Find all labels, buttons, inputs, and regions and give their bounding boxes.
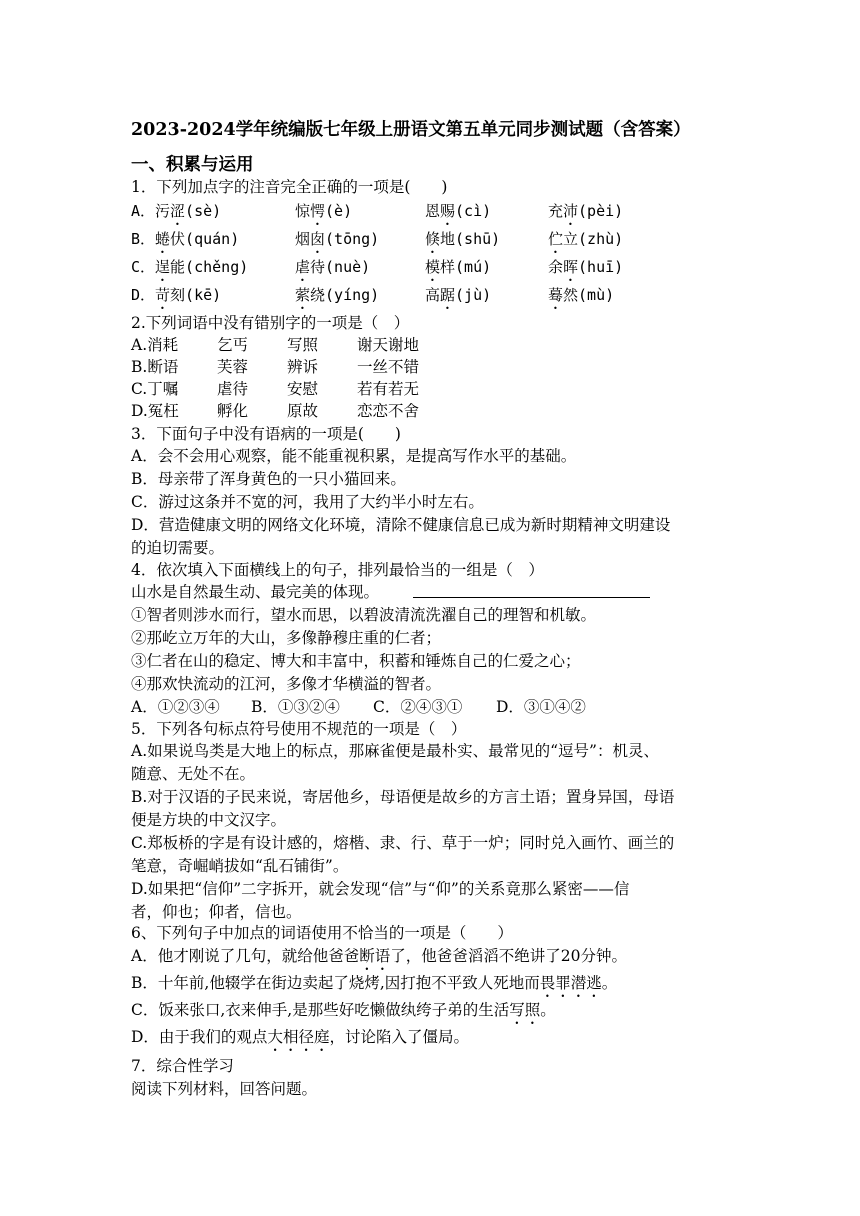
q2-c-2: 虐待 xyxy=(217,380,249,398)
q1-option-b-4: 伫立(zhù) xyxy=(548,230,624,248)
q6-option-b: B．十年前,他辍学在街边卖起了烧烤,因打抱不平致人死地而畏罪潜逃。 xyxy=(131,974,618,992)
q1-option-d-1: D．苛刻(kē) xyxy=(131,286,222,304)
q4-option-a: A．①②③④ xyxy=(131,698,220,716)
q5-option-a-line2: 随意、无处不在。 xyxy=(131,765,256,783)
q1-option-d-4: 蓦然(mù) xyxy=(548,286,615,304)
q4-option-c: C．②④③① xyxy=(373,698,463,716)
q2-a-2: 乞丐 xyxy=(217,336,249,354)
q1-option-d-3: 高踞(jù) xyxy=(425,286,492,304)
question-1-stem: 1．下列加点字的注音完全正确的一项是( ) xyxy=(131,178,448,196)
q2-b-3: 辨诉 xyxy=(287,358,319,376)
q1-option-a-2: 惊愕(è) xyxy=(295,202,353,220)
q4-sentence-1: ①智者则涉水而行，望水而思，以碧波清流洗濯自己的理智和机敏。 xyxy=(131,606,597,624)
q6-option-c: C．饭来张口,衣来伸手,是那些好吃懒做纨绔子弟的生活写照。 xyxy=(131,1001,556,1019)
q2-d-4: 恋恋不舍 xyxy=(357,402,420,420)
q1-option-c-3: 模样(mú) xyxy=(425,258,492,276)
question-7-stem: 7．综合性学习 xyxy=(131,1057,234,1075)
page-title: 2023-2024学年统编版七年级上册语文第五单元同步测试题（含答案） xyxy=(131,120,691,140)
question-6-stem: 6、下列句子中加点的词语使用不恰当的一项是（ ） xyxy=(131,924,513,942)
question-2-stem: 2.下列词语中没有错别字的一项是（ ） xyxy=(131,314,410,332)
q4-fill-blank xyxy=(413,597,650,598)
q1-option-b-1: B．蜷伏(quán) xyxy=(131,230,240,248)
q2-d-1: D.冤枉 xyxy=(131,402,179,420)
q2-c-3: 安慰 xyxy=(287,380,319,398)
q5-option-d-line1: D.如果把“信仰”二字拆开，就会发现“信”与“仰”的关系竟那么紧密——信 xyxy=(131,880,630,898)
q2-b-2: 芙蓉 xyxy=(217,358,249,376)
q6-option-a: A．他才刚说了几句，就给他爸爸断语了，他爸爸滔滔不绝讲了20分钟。 xyxy=(131,947,627,965)
q2-a-1: A.消耗 xyxy=(131,336,179,354)
q3-option-d-line1: D．营造健康文明的网络文化环境，清除不健康信息已成为新时期精神文明建设 xyxy=(131,516,671,534)
section-heading: 一、积累与运用 xyxy=(131,155,254,175)
q5-option-b-line1: B.对于汉语的子民来说，寄居他乡，母语便是故乡的方言土语；置身异国，母语 xyxy=(131,788,675,806)
q4-sentence-4: ④那欢快流动的江河，多像才华横溢的智者。 xyxy=(131,675,442,693)
q1-option-b-3: 倏地(shū) xyxy=(425,230,501,248)
q2-a-4: 谢天谢地 xyxy=(357,336,420,354)
q1-option-d-2: 萦绕(yíng) xyxy=(295,286,380,304)
q1-option-c-1: C．逞能(chěng) xyxy=(131,258,249,276)
q7-instruction: 阅读下列材料，回答问题。 xyxy=(131,1080,318,1098)
question-5-stem: 5．下列各句标点符号使用不规范的一项是（ ） xyxy=(131,720,467,738)
q5-option-c-line1: C.郑板桥的字是有设计感的，熔楷、隶、行、草于一炉；同时兑入画竹、画兰的 xyxy=(131,834,675,852)
q4-sentence-2: ②那屹立万年的大山，多像静穆庄重的仁者； xyxy=(131,629,442,647)
q1-option-c-2: 虐待(nuè) xyxy=(295,258,371,276)
q1-option-a-1: A．污涩(sè) xyxy=(131,202,222,220)
question-4-stem: 4．依次填入下面横线上的句子，排列最恰当的一组是（ ） xyxy=(131,561,544,579)
question-3-stem: 3．下面句子中没有语病的一项是( ) xyxy=(131,425,401,443)
q2-b-1: B.断语 xyxy=(131,358,179,376)
q1-option-a-4: 充沛(pèi) xyxy=(548,202,624,220)
q5-option-a-line1: A.如果说鸟类是大地上的标点，那麻雀便是最朴实、最常见的“逗号”：机灵、 xyxy=(131,742,659,760)
q2-a-3: 写照 xyxy=(287,336,319,354)
q2-c-4: 若有若无 xyxy=(357,380,420,398)
q3-option-b: B．母亲带了浑身黄色的一只小猫回来。 xyxy=(131,470,406,488)
q6-option-d: D．由于我们的观点大相径庭，讨论陷入了僵局。 xyxy=(131,1028,469,1046)
q1-option-c-4: 余晖(huī) xyxy=(548,258,624,276)
q2-d-3: 原故 xyxy=(287,402,319,420)
q1-option-a-3: 恩赐(cì) xyxy=(425,202,492,220)
q2-d-2: 孵化 xyxy=(217,402,249,420)
q4-sentence-3: ③仁者在山的稳定、博大和丰富中，积蓄和锤炼自己的仁爱之心； xyxy=(131,652,581,670)
q4-option-d: D．③①④② xyxy=(496,698,586,716)
q4-lead-sentence: 山水是自然最生动、最完美的体现。 xyxy=(131,583,380,601)
q1-option-b-2: 烟囱(tōng) xyxy=(295,230,380,248)
q2-c-1: C.丁嘱 xyxy=(131,380,179,398)
q2-b-4: 一丝不错 xyxy=(357,358,420,376)
q5-option-d-line2: 者，仰也；仰者，信也。 xyxy=(131,903,302,921)
q3-option-c: C．游过这条并不宽的河，我用了大约半小时左右。 xyxy=(131,493,484,511)
q3-option-d-line2: 的迫切需要。 xyxy=(131,539,225,557)
q4-option-b: B．①③②④ xyxy=(251,698,340,716)
q5-option-c-line2: 笔意，奇崛峭拔如“乱石铺街”。 xyxy=(131,857,349,875)
q5-option-b-line2: 便是方块的中文汉字。 xyxy=(131,811,287,829)
q3-option-a: A．会不会用心观察，能不能重视积累，是提高写作水平的基础。 xyxy=(131,447,577,465)
